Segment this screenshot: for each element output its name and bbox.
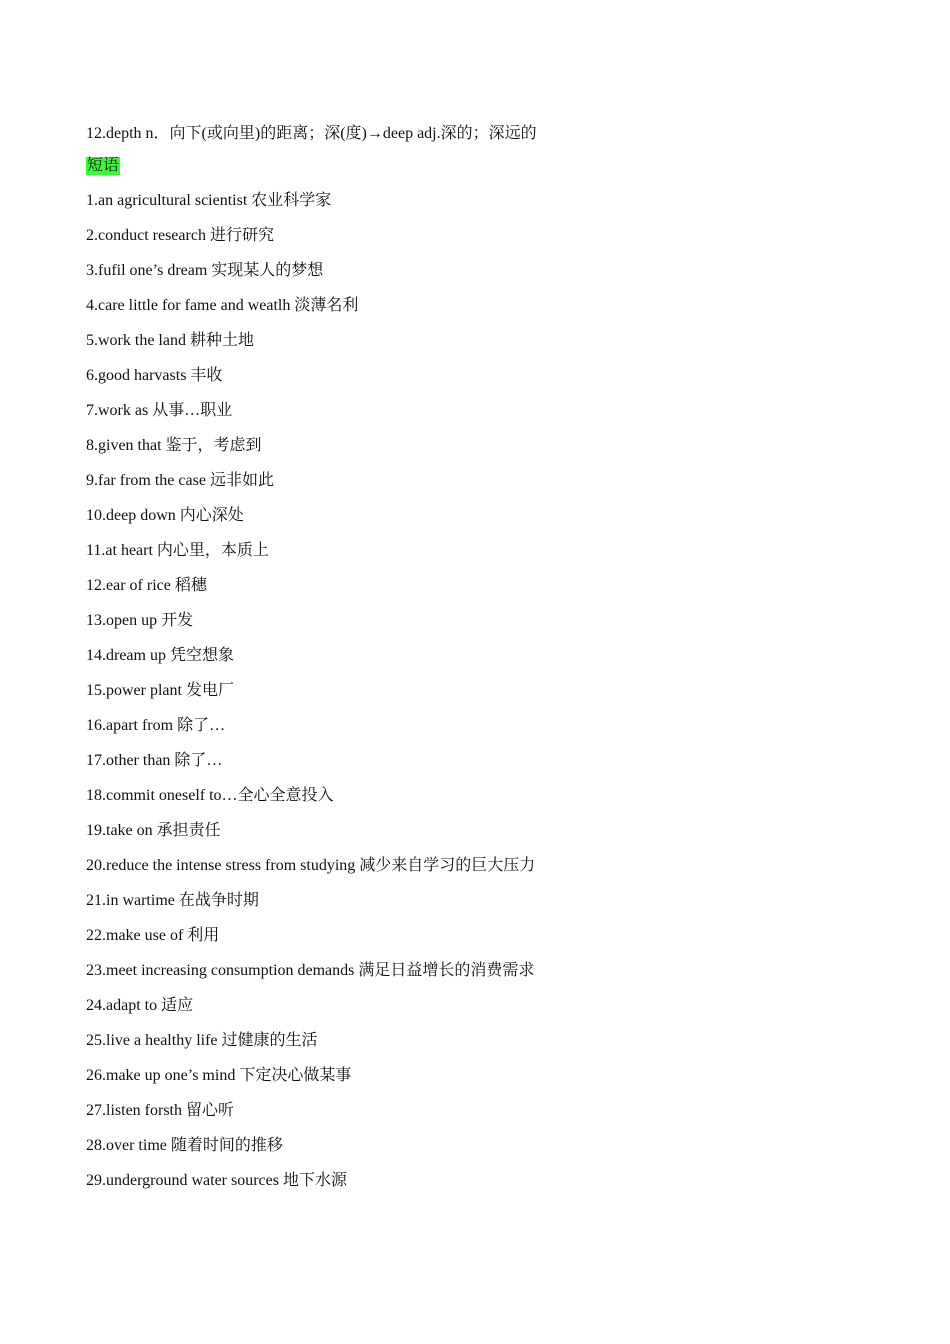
phrase-item: 20.reduce the intense stress from studying 减少来自学习的巨大压力: [86, 857, 536, 874]
phrase-item: 2.conduct research 进行研究: [86, 227, 274, 244]
phrase-item: 1.an agricultural scientist 农业科学家: [86, 192, 332, 209]
phrase-item: 25.live a healthy life 过健康的生活: [86, 1032, 318, 1049]
phrase-item: 17.other than 除了…: [86, 752, 223, 769]
phrase-item: 29.underground water sources 地下水源: [86, 1172, 347, 1189]
phrase-item: 8.given that 鉴于，考虑到: [86, 437, 262, 454]
phrase-item: 15.power plant 发电厂: [86, 682, 234, 699]
phrase-item: 24.adapt to 适应: [86, 997, 194, 1014]
phrase-item: 5.work the land 耕种土地: [86, 332, 254, 349]
vocab-entry-depth: 12.depth n．向下(或向里)的距离；深(度)→deep adj.深的；深远的: [86, 125, 537, 142]
phrase-item: 3.fufil one’s dream 实现某人的梦想: [86, 262, 324, 279]
phrase-item: 18.commit oneself to…全心全意投入: [86, 787, 334, 804]
phrase-item: 16.apart from 除了…: [86, 717, 226, 734]
document-page: [86, 124, 886, 1206]
phrase-item: 4.care little for fame and weatlh 淡薄名利: [86, 297, 359, 314]
phrase-item: 9.far from the case 远非如此: [86, 472, 274, 489]
phrase-item: 12.ear of rice 稻穗: [86, 577, 207, 594]
phrase-item: 26.make up one’s mind 下定决心做某事: [86, 1067, 352, 1084]
phrase-item: 14.dream up 凭空想象: [86, 647, 234, 664]
phrase-item: 7.work as 从事…职业: [86, 402, 233, 419]
section-heading-row: [86, 157, 886, 177]
phrase-list: [86, 191, 886, 1191]
phrase-item: 21.in wartime 在战争时期: [86, 892, 259, 909]
phrase-item: 28.over time 随着时间的推移: [86, 1137, 283, 1154]
phrase-item: 6.good harvasts 丰收: [86, 367, 223, 384]
phrase-item: 11.at heart 内心里，本质上: [86, 542, 269, 559]
phrase-item: 10.deep down 内心深处: [86, 507, 244, 524]
phrase-item: 23.meet increasing consumption demands 满足日益增长的消费需求: [86, 962, 535, 979]
section-heading-phrases: 短语: [87, 157, 120, 174]
phrase-item: 22.make use of 利用: [86, 927, 220, 944]
phrase-item: 13.open up 开发: [86, 612, 194, 629]
phrase-item: 27.listen forsth 留心听: [86, 1102, 234, 1119]
phrase-item: 19.take on 承担责任: [86, 822, 221, 839]
